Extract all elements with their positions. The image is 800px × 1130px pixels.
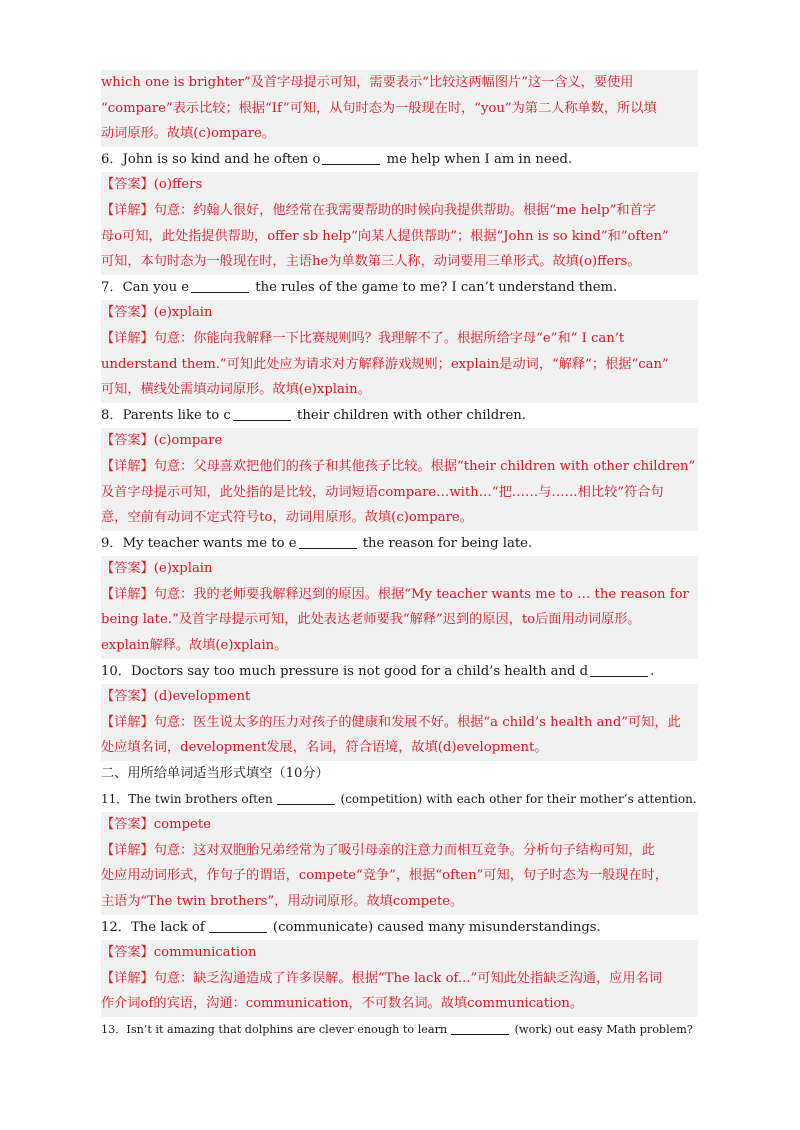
detail-line: 母o可知，此处指提供帮助，offer sb help“向某人提供帮助”；根据“John is so kind”和“often” [101,224,698,250]
question-11 [101,787,698,813]
answer-blank [299,533,357,549]
answer-line: 【答案】compete [101,812,698,838]
question-text: the reason for being late. [358,535,533,551]
question-8 [101,403,698,429]
question-text: 9．My teacher wants me to e [101,535,297,551]
question-text: their children with other children. [292,407,526,423]
answer-blank [590,661,648,677]
question-7 [101,275,698,301]
question-text: 11．The twin brothers often [101,791,273,806]
detail-line: 动词原形。故填(c)ompare。 [101,121,698,147]
question-text: 6．John is so kind and he often o [101,151,321,167]
detail-line: 【详解】句意：缺乏沟通造成了许多误解。根据“The lack of...”可知此处指缺乏沟通，应用名词 [101,966,698,992]
detail-line: 及首字母提示可知，此处指的是比较，动词短语compare…with…“把……与……相比较”符合句 [101,480,698,506]
detail-line: 处应填名词，development发展，名词，符合语境，故填(d)evelopment。 [101,735,698,761]
question-text: . [650,663,655,679]
top-explanation-block [101,70,698,147]
answer-blank [209,917,267,933]
answer-line: 【答案】(e)xplain [101,300,698,326]
question-text: (work) out easy Math problem? [511,1022,693,1036]
question-10 [101,659,698,685]
detail-line: understand them.”可知此处应为请求对方解释游戏规则；explain是动词，“解释”；根据“can” [101,352,698,378]
detail-line: explain解释。故填(e)xplain。 [101,633,698,659]
document-content [101,70,698,1043]
detail-line: 作介词of的宾语，沟通：communication，不可数名词。故填communication。 [101,991,698,1017]
question-text: 12．The lack of [101,919,205,935]
detail-line: which one is brighter”及首字母提示可知，需要表示“比较这两幅图片”这一含义，要使用 [101,70,698,96]
detail-line: 【详解】句意：你能向我解释一下比赛规则吗？我理解不了。根据所给字母“e”和“ I can’t [101,326,698,352]
detail-line: “compare”表示比较；根据“If”可知，从句时态为一般现在时，“you”为第二人称单数，所以填 [101,96,698,122]
section-heading: 二、用所给单词适当形式填空（10分） [101,766,329,782]
answer-blank [277,789,335,805]
detail-line: 可知，横线处需填动词原形。故填(e)xplain。 [101,377,698,403]
answer-line: 【答案】communication [101,940,698,966]
question-text: (communicate) caused many misunderstandings. [268,919,601,935]
answer-blank [233,405,291,421]
detail-line: being late.”及首字母提示可知，此处表达老师要我“解释”迟到的原因，to后面用动词原形。 [101,607,698,633]
detail-line: 【详解】句意：我的老师要我解释迟到的原因。根据“My teacher wants me to … the reason for [101,582,698,608]
question-13 [101,1017,698,1043]
answer-blank [322,149,380,165]
detail-line: 【详解】句意：父母喜欢把他们的孩子和其他孩子比较。根据“their children with other children” [101,454,698,480]
question-9 [101,531,698,557]
question-text: the rules of the game to me? I can’t understand them. [251,279,618,295]
answer-line: 【答案】(o)ffers [101,172,698,198]
answer-blank [451,1019,509,1035]
detail-line: 【详解】句意：这对双胞胎兄弟经常为了吸引母亲的注意力而相互竞争。分析句子结构可知，此 [101,838,698,864]
answer-blank [191,277,249,293]
answer-line: 【答案】(c)ompare [101,428,698,454]
question-6 [101,147,698,173]
detail-line: 【详解】句意：约翰人很好，他经常在我需要帮助的时候向我提供帮助。根据“me help”和首字 [101,198,698,224]
answer-line: 【答案】(d)evelopment [101,684,698,710]
question-text: 13．Isn’t it amazing that dolphins are clever enough to learn [101,1022,448,1036]
question-text: 10．Doctors say too much pressure is not good for a child’s health and d [101,663,589,679]
detail-line: 可知，本句时态为一般现在时，主语he为单数第三人称，动词要用三单形式。故填(o)ffers。 [101,249,698,275]
detail-line: 【详解】句意：医生说太多的压力对孩子的健康和发展不好。根据“a child’s health and”可知，此 [101,710,698,736]
question-text: (competition) with each other for their mother’s attention. [336,791,697,806]
question-text: 7．Can you e [101,279,190,295]
question-12 [101,915,698,941]
question-text: 8．Parents like to c [101,407,231,423]
detail-line: 处应用动词形式，作句子的谓语，compete“竞争”，根据“often”可知，句子时态为一般现在时， [101,863,698,889]
detail-line: 主语为“The twin brothers”，用动词原形。故填compete。 [101,889,698,915]
detail-line: 意，空前有动词不定式符号to，动词用原形。故填(c)ompare。 [101,505,698,531]
question-text: me help when I am in need. [382,151,573,167]
answer-line: 【答案】(e)xplain [101,556,698,582]
